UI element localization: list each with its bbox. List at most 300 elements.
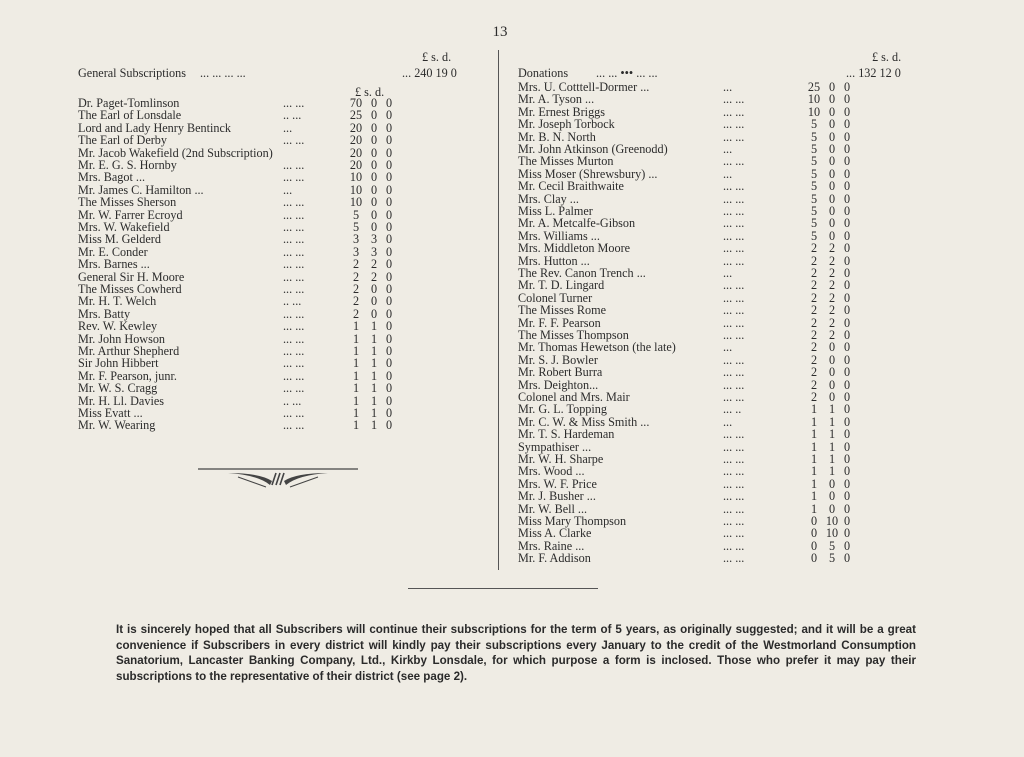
leader-dots: ... .. — [723, 402, 742, 417]
leader-dots: ... ... — [723, 526, 745, 541]
ornament-flourish-icon — [198, 467, 358, 489]
amount-pence: 0 — [843, 464, 851, 479]
list-item — [78, 419, 488, 431]
subscriber-name: Mr. H. Ll. Davies — [78, 393, 164, 408]
amount-shillings: 0 — [370, 282, 378, 296]
amount-pounds: 1 — [810, 476, 818, 491]
amount-shillings: 0 — [828, 204, 836, 218]
amount — [804, 341, 854, 353]
amount-pence: 0 — [843, 204, 851, 218]
amount-pounds: 5 — [810, 191, 818, 206]
amount-shillings: 0 — [828, 340, 836, 355]
amount-pence: 0 — [385, 170, 393, 185]
amount-pence: 0 — [385, 331, 393, 346]
list-item — [518, 465, 968, 477]
amount — [804, 155, 854, 167]
list-item — [518, 155, 968, 167]
amount-shillings: 10 — [825, 526, 839, 541]
leader-dots: ... ... — [283, 331, 305, 346]
amount-pounds: 2 — [810, 303, 818, 318]
leader-dots: ... ... — [723, 179, 745, 194]
subscriber-name: The Rev. Canon Trench ... — [518, 266, 646, 280]
leader-dots: ... ... — [723, 129, 745, 144]
amount-pence: 0 — [385, 269, 393, 284]
amount-pence: 0 — [843, 328, 851, 342]
amount-shillings: 1 — [828, 439, 836, 454]
leader-dots: ... ... — [723, 315, 745, 330]
amount-pence: 0 — [385, 244, 393, 259]
leader-dots: ... ... — [283, 356, 305, 371]
list-item — [518, 552, 968, 564]
amount-pounds: 2 — [810, 253, 818, 268]
subscriber-name: Mrs. Bagot ... — [78, 170, 146, 185]
leader-dots: ... ... — [283, 170, 305, 185]
amount-pence: 0 — [843, 154, 851, 169]
leader-dots: ... — [723, 266, 733, 280]
amount-shillings: 0 — [370, 96, 378, 110]
subscriber-name: Mrs. Clay ... — [518, 191, 579, 206]
amount-shillings: 2 — [828, 253, 836, 268]
amount-shillings: 0 — [828, 352, 836, 367]
general-subscriptions-heading — [78, 66, 457, 81]
amount-pence: 0 — [385, 306, 393, 321]
subscriber-name: Miss M. Gelderd — [78, 232, 161, 247]
amount-shillings: 2 — [828, 290, 836, 305]
amount-pence: 0 — [843, 414, 851, 429]
subscriber-name: Mr. J. Busher ... — [518, 489, 596, 504]
amount-pence: 0 — [843, 538, 851, 553]
list-item — [518, 180, 968, 192]
amount-pence: 0 — [843, 551, 851, 566]
amount-shillings: 2 — [828, 266, 836, 280]
leader-dots: ... ... — [723, 551, 745, 566]
amount-pounds: 2 — [810, 390, 818, 404]
amount — [346, 357, 396, 369]
amount-pounds: 2 — [352, 257, 360, 272]
leader-dots: ... ... — [723, 439, 745, 454]
amount-pence: 0 — [843, 142, 851, 156]
amount — [346, 258, 396, 270]
amount — [346, 134, 396, 146]
amount-pence: 0 — [843, 228, 851, 243]
list-item — [78, 171, 488, 183]
amount-shillings: 0 — [370, 195, 378, 210]
amount-shillings: 5 — [828, 538, 836, 553]
amount-shillings: 1 — [370, 331, 378, 346]
amount-pounds: 10 — [807, 92, 821, 107]
subscriber-name: Mrs. Raine ... — [518, 538, 585, 553]
amount-pence: 0 — [843, 266, 851, 280]
amount-shillings: 10 — [825, 514, 839, 528]
subscriber-name: Mr. G. L. Topping — [518, 402, 607, 417]
subscriber-name: Mr. S. J. Bowler — [518, 352, 598, 367]
amount-units-header: £ s. d. — [355, 85, 385, 99]
amount-shillings: 0 — [828, 129, 836, 144]
amount-pounds: 1 — [352, 368, 360, 383]
amount-shillings: 2 — [828, 328, 836, 342]
amount-pounds: 1 — [352, 344, 360, 358]
leader-dots: ... ... — [283, 158, 305, 172]
amount-pounds: 5 — [810, 216, 818, 231]
amount-pounds: 2 — [810, 266, 818, 280]
amount-pounds: 5 — [810, 142, 818, 156]
amount-pence: 0 — [843, 526, 851, 541]
leader-dots: ... ... — [723, 303, 745, 318]
leader-dots: ... ... — [723, 204, 745, 218]
leader-dots: ... ... — [723, 290, 745, 305]
amount-shillings: 1 — [370, 356, 378, 371]
leader-dots: .. ... — [283, 393, 302, 408]
amount-pounds: 1 — [810, 427, 818, 442]
amount-shillings: 0 — [370, 120, 378, 135]
section-total: ... 240 19 0 — [402, 66, 457, 80]
amount-shillings: 2 — [828, 303, 836, 318]
subscriber-name: Mrs. Hutton ... — [518, 253, 590, 268]
amount-pence: 0 — [843, 104, 851, 119]
amount-pence: 0 — [385, 356, 393, 371]
leader-dots: ... ... — [283, 418, 305, 433]
amount-pence: 0 — [843, 402, 851, 417]
amount-pence: 0 — [843, 303, 851, 318]
amount-pence: 0 — [385, 120, 393, 135]
amount-shillings: 0 — [828, 476, 836, 491]
amount — [804, 366, 854, 378]
amount-pence: 0 — [843, 514, 851, 528]
amount-shillings: 0 — [370, 133, 378, 148]
subscriber-name: Miss L. Palmer — [518, 204, 593, 218]
amount-shillings: 0 — [828, 191, 836, 206]
subscriber-name: Mrs. W. F. Price — [518, 476, 597, 491]
amount-pounds: 1 — [810, 464, 818, 479]
amount-shillings: 1 — [370, 406, 378, 420]
amount-pence: 0 — [843, 117, 851, 132]
amount-pence: 0 — [385, 207, 393, 222]
amount-shillings: 2 — [828, 241, 836, 256]
amount-shillings: 0 — [828, 489, 836, 504]
amount-pounds: 2 — [352, 306, 360, 321]
total-units-header: £ s. d. — [422, 50, 452, 64]
leader-dots: ... ... — [283, 244, 305, 259]
amount-pounds: 1 — [810, 452, 818, 466]
amount-shillings: 0 — [828, 142, 836, 156]
amount-pounds: 5 — [352, 220, 360, 234]
amount — [804, 465, 854, 477]
amount-pounds: 2 — [352, 269, 360, 284]
amount-pence: 0 — [843, 80, 851, 94]
leader-dots: ... ... ... ... — [200, 66, 246, 80]
amount-pence: 0 — [843, 489, 851, 504]
amount-pence: 0 — [385, 220, 393, 234]
amount-pounds: 1 — [352, 381, 360, 396]
amount-pounds: 70 — [349, 96, 363, 110]
amount-pounds: 5 — [810, 154, 818, 169]
subscriber-name: Mr. B. N. North — [518, 129, 596, 144]
amount-pence: 0 — [385, 108, 393, 123]
leader-dots: ... — [723, 340, 733, 355]
amount-shillings: 0 — [828, 92, 836, 107]
amount-pence: 0 — [385, 294, 393, 309]
amount-shillings: 0 — [828, 166, 836, 181]
amount-shillings: 0 — [828, 390, 836, 404]
subscriber-name: Miss Evatt ... — [78, 406, 143, 420]
amount — [346, 233, 396, 245]
amount-pounds: 5 — [810, 204, 818, 218]
amount-shillings: 0 — [828, 117, 836, 132]
section-title: General Subscriptions — [78, 66, 186, 80]
amount-pounds: 20 — [349, 145, 363, 160]
leader-dots: ... ... — [723, 365, 745, 380]
amount — [804, 93, 854, 105]
amount-shillings: 1 — [828, 452, 836, 466]
amount-pounds: 2 — [810, 377, 818, 392]
amount-pounds: 3 — [352, 244, 360, 259]
amount — [346, 320, 396, 332]
amount-pence: 0 — [385, 133, 393, 148]
list-item — [78, 196, 488, 208]
leader-dots: ... — [723, 166, 733, 181]
subscriber-name: Mr. T. S. Hardeman — [518, 427, 615, 442]
list-item — [78, 382, 488, 394]
amount-pence: 0 — [385, 232, 393, 247]
subscriber-name: The Misses Rome — [518, 303, 607, 318]
amount-pence: 0 — [385, 182, 393, 197]
amount-shillings: 1 — [370, 393, 378, 408]
leader-dots: ... ... — [283, 96, 305, 110]
amount-pence: 0 — [385, 158, 393, 172]
amount-shillings: 0 — [828, 104, 836, 119]
subscriber-name: Mr. W. Farrer Ecroyd — [78, 207, 183, 222]
amount-pounds: 10 — [349, 170, 363, 185]
amount-pence: 0 — [843, 452, 851, 466]
amount — [346, 419, 396, 431]
amount-pence: 0 — [843, 216, 851, 231]
section-total: ... 132 12 0 — [846, 66, 901, 80]
amount-pence: 0 — [385, 282, 393, 296]
leader-dots: ... ... — [723, 390, 745, 404]
amount-shillings: 0 — [828, 365, 836, 380]
amount-pounds: 2 — [810, 340, 818, 355]
subscriber-name: Mr. W. H. Sharpe — [518, 452, 604, 466]
amount-pence: 0 — [843, 390, 851, 404]
subscriber-name: Mrs. Wood ... — [518, 464, 585, 479]
subscriber-name: Mrs. Williams ... — [518, 228, 600, 243]
leader-dots: .. ... — [283, 294, 302, 309]
list-item — [78, 134, 488, 146]
total-amount: 240 19 0 — [414, 66, 457, 80]
amount-pence: 0 — [843, 290, 851, 305]
amount-pence: 0 — [843, 501, 851, 516]
list-item — [78, 109, 488, 121]
amount-pence: 0 — [843, 166, 851, 181]
amount-shillings: 1 — [370, 319, 378, 334]
leader-dots: ... ... — [723, 253, 745, 268]
subscriber-name: Mr. Cecil Braithwaite — [518, 179, 624, 194]
leader-dots: ... ... — [723, 514, 745, 528]
amount-shillings: 1 — [370, 368, 378, 383]
amount-pounds: 20 — [349, 133, 363, 148]
amount-pence: 0 — [843, 365, 851, 380]
amount-pence: 0 — [843, 377, 851, 392]
subscriber-name: Mr. F. F. Pearson — [518, 315, 601, 330]
amount-shillings: 0 — [828, 228, 836, 243]
amount-pounds: 1 — [352, 406, 360, 420]
amount-pence: 0 — [843, 278, 851, 293]
amount-pence: 0 — [385, 319, 393, 334]
leader-dots: ... ... — [723, 191, 745, 206]
amount-shillings: 0 — [370, 108, 378, 123]
amount-pounds: 2 — [810, 365, 818, 380]
list-item — [78, 258, 488, 270]
amount-pounds: 20 — [349, 158, 363, 172]
amount-shillings: 0 — [370, 158, 378, 172]
leader-dots: ... ... — [723, 501, 745, 516]
amount-pounds: 1 — [352, 319, 360, 334]
leader-dots: ... ... — [723, 452, 745, 466]
amount — [804, 428, 854, 440]
leader-dots: ... — [283, 120, 293, 135]
leader-dots: ... ... — [283, 269, 305, 284]
amount-shillings: 1 — [370, 381, 378, 396]
list-item — [518, 118, 968, 130]
leader-dots: ... ... — [723, 538, 745, 553]
subscriber-name: Mr. Thomas Hewetson (the late) — [518, 340, 676, 355]
amount-pounds: 5 — [810, 179, 818, 194]
list-item — [518, 93, 968, 105]
list-item — [78, 320, 488, 332]
subscriber-name: Mrs. Deighton... — [518, 377, 599, 392]
subscriber-name: Mrs. Middleton Moore — [518, 241, 631, 256]
amount — [804, 279, 854, 291]
total-units-header: £ s. d. — [872, 50, 902, 64]
amount-pounds: 1 — [810, 414, 818, 429]
amount-shillings: 3 — [370, 244, 378, 259]
amount-shillings: 1 — [828, 414, 836, 429]
leader-dots: ... ... — [283, 133, 305, 148]
leader-dots: ... ... — [283, 319, 305, 334]
amount-pounds: 0 — [810, 538, 818, 553]
subscriber-name: Mr. A. Tyson ... — [518, 92, 595, 107]
amount-pounds: 1 — [810, 439, 818, 454]
subscriber-name: Mrs. U. Cotttell-Dormer ... — [518, 80, 650, 94]
amount-pounds: 5 — [810, 166, 818, 181]
subscriber-name: Mr. E. Conder — [78, 244, 148, 259]
amount-pounds: 1 — [810, 402, 818, 417]
amount-pence: 0 — [843, 315, 851, 330]
leader-dots: ... ... — [723, 464, 745, 479]
subscriber-name: Miss Moser (Shrewsbury) ... — [518, 166, 658, 181]
amount-shillings: 0 — [828, 179, 836, 194]
amount-pounds: 10 — [349, 195, 363, 210]
amount — [804, 180, 854, 192]
leader-dots: ... ... — [723, 278, 745, 293]
amount-pounds: 25 — [807, 80, 821, 94]
amount-pounds: 5 — [810, 117, 818, 132]
amount-pounds: 0 — [810, 551, 818, 566]
leader-dots: ... ... — [723, 92, 745, 107]
subscriber-name: Rev. W. Kewley — [78, 319, 158, 334]
amount — [804, 118, 854, 130]
total-amount: 132 12 0 — [858, 66, 901, 80]
subscriber-name: Mrs. W. Wakefield — [78, 220, 170, 234]
subscriber-name: Mr. E. G. S. Hornby — [78, 158, 177, 172]
leader-dots: ... ... — [723, 427, 745, 442]
amount — [804, 490, 854, 502]
amount-shillings: 0 — [828, 80, 836, 94]
list-item — [78, 357, 488, 369]
subscriber-name: Miss Mary Thompson — [518, 514, 627, 528]
leader-dots: ... ... — [283, 207, 305, 222]
amount — [346, 109, 396, 121]
subscriber-name: Dr. Paget-Tomlinson — [78, 96, 180, 110]
amount — [804, 552, 854, 564]
donations-heading — [518, 66, 901, 81]
amount-pence: 0 — [385, 145, 393, 160]
amount — [804, 527, 854, 539]
leader-dots: ... ... — [723, 117, 745, 132]
amount-shillings: 5 — [828, 551, 836, 566]
list-item — [518, 279, 968, 291]
amount-pence: 0 — [843, 352, 851, 367]
amount-pence: 0 — [843, 92, 851, 107]
leader-dots: ... ... — [283, 306, 305, 321]
amount-pence: 0 — [843, 476, 851, 491]
amount-pounds: 2 — [810, 241, 818, 256]
amount-pounds: 10 — [807, 104, 821, 119]
amount-shillings: 0 — [370, 294, 378, 309]
subscriber-name: Mr. T. D. Lingard — [518, 278, 605, 293]
list-item — [518, 403, 968, 415]
amount — [346, 196, 396, 208]
leader-dots: ... ... — [283, 232, 305, 247]
subscriber-name: The Earl of Lonsdale — [78, 108, 182, 123]
subscriber-name: Mr. Joseph Torbock — [518, 117, 615, 132]
leader-dots: ... ... — [723, 328, 745, 342]
subscriber-name: Lord and Lady Henry Bentinck — [78, 120, 231, 135]
amount-pence: 0 — [385, 96, 393, 110]
leader-dots: ... ... — [283, 344, 305, 358]
amount-pounds: 1 — [810, 489, 818, 504]
subscriber-name: Mr. Arthur Shepherd — [78, 344, 180, 358]
subscriber-name: Mr. John Howson — [78, 331, 166, 346]
subscriber-name: General Sir H. Moore — [78, 269, 185, 284]
subscriber-name: Mr. W. Wearing — [78, 418, 156, 433]
amount-pounds: 1 — [810, 501, 818, 516]
amount-shillings: 0 — [828, 216, 836, 231]
subscriber-name: The Misses Thompson — [518, 328, 629, 342]
amount-pounds: 5 — [810, 129, 818, 144]
amount-shillings: 2 — [828, 278, 836, 293]
amount-shillings: 2 — [370, 257, 378, 272]
amount — [804, 242, 854, 254]
amount-shillings: 0 — [828, 154, 836, 169]
leader-dots: ... ... — [283, 368, 305, 383]
amount — [804, 403, 854, 415]
subscriber-name: Mr. C. W. & Miss Smith ... — [518, 414, 650, 429]
amount-pounds: 5 — [810, 228, 818, 243]
leader-dots: ... ... ••• ... ... — [596, 66, 658, 80]
subscriber-name: Sympathiser ... — [518, 439, 592, 454]
amount-pence: 0 — [843, 191, 851, 206]
subscriber-name: Mr. Jacob Wakefield (2nd Subscription) — [78, 145, 273, 160]
amount-shillings: 0 — [370, 306, 378, 321]
amount-shillings: 1 — [370, 418, 378, 433]
subscriber-name: Mr. F. Pearson, junr. — [78, 368, 177, 383]
list-item — [518, 242, 968, 254]
leader-dots: ... ... — [723, 216, 745, 231]
amount-pence: 0 — [385, 368, 393, 383]
amount-pounds: 3 — [352, 232, 360, 247]
subscriber-name: Mr. W. Bell ... — [518, 501, 588, 516]
